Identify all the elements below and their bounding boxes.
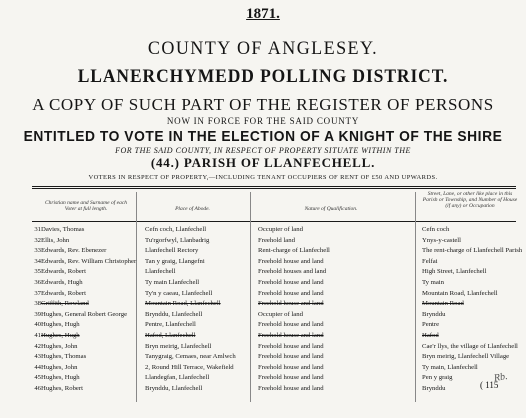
property-location: Brynddu — [422, 385, 446, 392]
qualification-nature: Rent-charge of Llanfechell — [258, 247, 330, 255]
column-header-abode: Place of Abode. — [175, 206, 210, 212]
voter-number: 39 — [34, 310, 41, 318]
property-location: Pentre — [422, 321, 440, 329]
voter-abode: Tu'rgorfwyl, Llanbadrig — [145, 236, 210, 244]
voter-name: Edwards, Rev. William Christopher — [41, 257, 137, 265]
table-row — [0, 362, 526, 373]
qualification-nature: Freehold house and land — [258, 289, 324, 297]
voter-abode: 2, Round Hill Terrace, Wakefield — [145, 363, 234, 371]
year-heading: 1871. — [246, 6, 280, 22]
voter-abode: Pentre, Llanfechell — [145, 321, 196, 329]
qualification-nature: Freehold house and land — [258, 321, 324, 329]
qualification-nature: Freehold house and land — [258, 363, 324, 371]
table-row — [0, 330, 526, 341]
column-header-nature: Nature of Qualification. — [304, 206, 358, 212]
voter-abode: Brynddu, Llanfechell — [145, 310, 203, 318]
table-row — [0, 351, 526, 362]
table-row — [0, 288, 526, 299]
voter-name: Hughes, John — [41, 342, 78, 350]
table-row — [0, 341, 526, 352]
qualification-nature: Freehold house and land — [258, 342, 324, 350]
voter-number: 46 — [34, 385, 41, 392]
header-bottom-rule — [32, 221, 516, 222]
voter-name: Hughes, John — [41, 363, 78, 371]
property-location: High Street, Llanfechell — [422, 268, 487, 276]
table-top-rule — [32, 186, 516, 187]
voter-number: 37 — [34, 289, 41, 297]
voter-name: Edwards, Rev. Ebenezer — [41, 247, 107, 255]
entitled-line: ENTITLED TO VOTE IN THE ELECTION OF A KNIGHT OF THE SHIRE — [23, 128, 503, 145]
voter-abode: Ty main Llanfechell — [145, 279, 200, 286]
table-row — [0, 309, 526, 320]
voter-abode: Cefn coch, Llanfechell — [145, 226, 207, 233]
voter-number: 35 — [34, 268, 41, 276]
voter-name: Edwards, Hugh — [41, 279, 83, 286]
voter-abode: Ty'n y caeau, Llanfechell — [145, 289, 213, 297]
table-row — [0, 372, 526, 383]
property-location: Mountain Road, Llanfechell — [422, 289, 498, 297]
voter-abode: Mountain Road, Llanfechell — [145, 300, 221, 308]
qualification-nature: Freehold house and land — [258, 300, 324, 308]
property-location: Felfai — [422, 257, 438, 265]
voter-number: 44 — [34, 363, 41, 371]
voter-number: 34 — [34, 257, 41, 265]
table-row — [0, 383, 526, 394]
qualification-nature: Freehold house and land — [258, 279, 324, 286]
voter-name: Edwards, Robert — [41, 289, 86, 297]
table-row — [0, 266, 526, 277]
voter-name: Hughes, General Robert George — [41, 310, 128, 318]
voter-name: Hughes, Robert — [41, 385, 83, 392]
table-row — [0, 277, 526, 288]
qualification-nature: Freehold houses and land — [258, 268, 327, 276]
table-row — [0, 235, 526, 246]
voter-name: Hughes, Hugh — [41, 321, 80, 329]
property-location: Brynddu — [422, 310, 446, 318]
table-row — [0, 298, 526, 309]
voter-name: Edwards, Robert — [41, 268, 86, 276]
voter-number: 43 — [34, 353, 41, 361]
district-heading: LLANERCHYMEDD POLLING DISTRICT. — [77, 66, 449, 87]
voter-abode: Tanygraig, Cemaes, near Amlwch — [145, 353, 236, 361]
voter-number: 36 — [34, 279, 41, 286]
voter-abode: Tan y graig, Llangefni — [145, 257, 205, 265]
qualification-nature: Freehold house and land — [258, 385, 324, 392]
qualification-nature: Occupier of land — [258, 310, 303, 318]
voter-abode: Hafod, Llanfechell — [145, 332, 196, 339]
column-header-names: Christian name and Surname of each Voter at full length. — [44, 200, 128, 212]
property-location: Bryn meirig, Llanfechell Village — [422, 353, 510, 361]
voter-number: 33 — [34, 247, 41, 255]
property-location: Hafod — [422, 332, 439, 339]
column-header-street: Street, Lane, or other like place in this Parish or Township, and Number of House (if any) or Occupation — [422, 191, 518, 209]
voter-abode: Llanfechell Rectory — [145, 247, 199, 255]
qualification-nature: Freehold house and land — [258, 374, 324, 382]
voter-number: 40 — [34, 321, 41, 329]
property-location: Ynys-y-castell — [422, 236, 461, 244]
voter-name: Hughes, Thomas — [41, 353, 87, 361]
voter-abode: Llandegfan, Llanfechell — [145, 374, 210, 382]
qualification-nature: Freehold house and land — [258, 332, 324, 339]
property-location: Ty main, Llanfechell — [422, 363, 478, 371]
voter-number: 32 — [34, 236, 41, 244]
qualification-nature: Freehold land — [258, 236, 295, 244]
property-location: Cefn coch — [422, 226, 450, 233]
for-said-county-line: FOR THE SAID COUNTY, IN RESPECT OF PROPERTY SITUATE WITHIN THE — [115, 146, 411, 155]
table-row — [0, 224, 526, 235]
voter-abode: Llanfechell — [145, 268, 176, 276]
voter-name: Hughes, Hugh — [41, 374, 80, 382]
voter-name: Ellis, John — [41, 236, 70, 244]
property-location: Pen y graig — [422, 374, 453, 382]
qualification-nature: Freehold house and land — [258, 353, 324, 361]
property-location: The rent-charge of Llanfechell Parish — [422, 247, 523, 255]
county-heading: COUNTY OF ANGLESEY. — [147, 38, 379, 59]
voter-name: Hughes, Hugh — [41, 332, 80, 339]
voter-number: 42 — [34, 342, 41, 350]
voters-subheading: VOTERS IN RESPECT OF PROPERTY,—INCLUDING TENANT OCCUPIERS OF RENT OF £50 AND UPWARDS. — [88, 174, 438, 181]
handwritten-signature: Rb. — [493, 370, 509, 385]
table-row — [0, 319, 526, 330]
parish-heading: (44.) PARISH OF LLANFECHELL. — [150, 155, 376, 170]
property-location: Cae'r llys, the village of Llanfechell — [422, 342, 518, 350]
in-force-line: NOW IN FORCE FOR THE SAID COUNTY — [166, 116, 360, 126]
voter-number: 38 — [34, 300, 41, 308]
qualification-nature: Occupier of land — [258, 226, 303, 233]
voter-number: 31 — [34, 226, 41, 233]
voter-number: 45 — [34, 374, 41, 382]
voter-number: 41 — [34, 332, 41, 339]
voter-abode: Brynddu, Llanfechell — [145, 385, 203, 392]
table-top-rule-double — [32, 188, 516, 189]
property-location: Ty main — [422, 279, 445, 286]
voter-abode: Bryn meirig, Llanfechell — [145, 342, 212, 350]
property-location: Mountain Road — [422, 300, 464, 308]
table-row — [0, 245, 526, 256]
voter-name: Davies, Thomas — [41, 226, 85, 233]
register-title: A COPY OF SUCH PART OF THE REGISTER OF PERSONS — [32, 95, 494, 114]
table-row — [0, 256, 526, 267]
voter-name: Griffith, Rowland — [41, 300, 89, 308]
qualification-nature: Freehold house and land — [258, 257, 324, 265]
page-number: ( 115 — [480, 380, 499, 390]
